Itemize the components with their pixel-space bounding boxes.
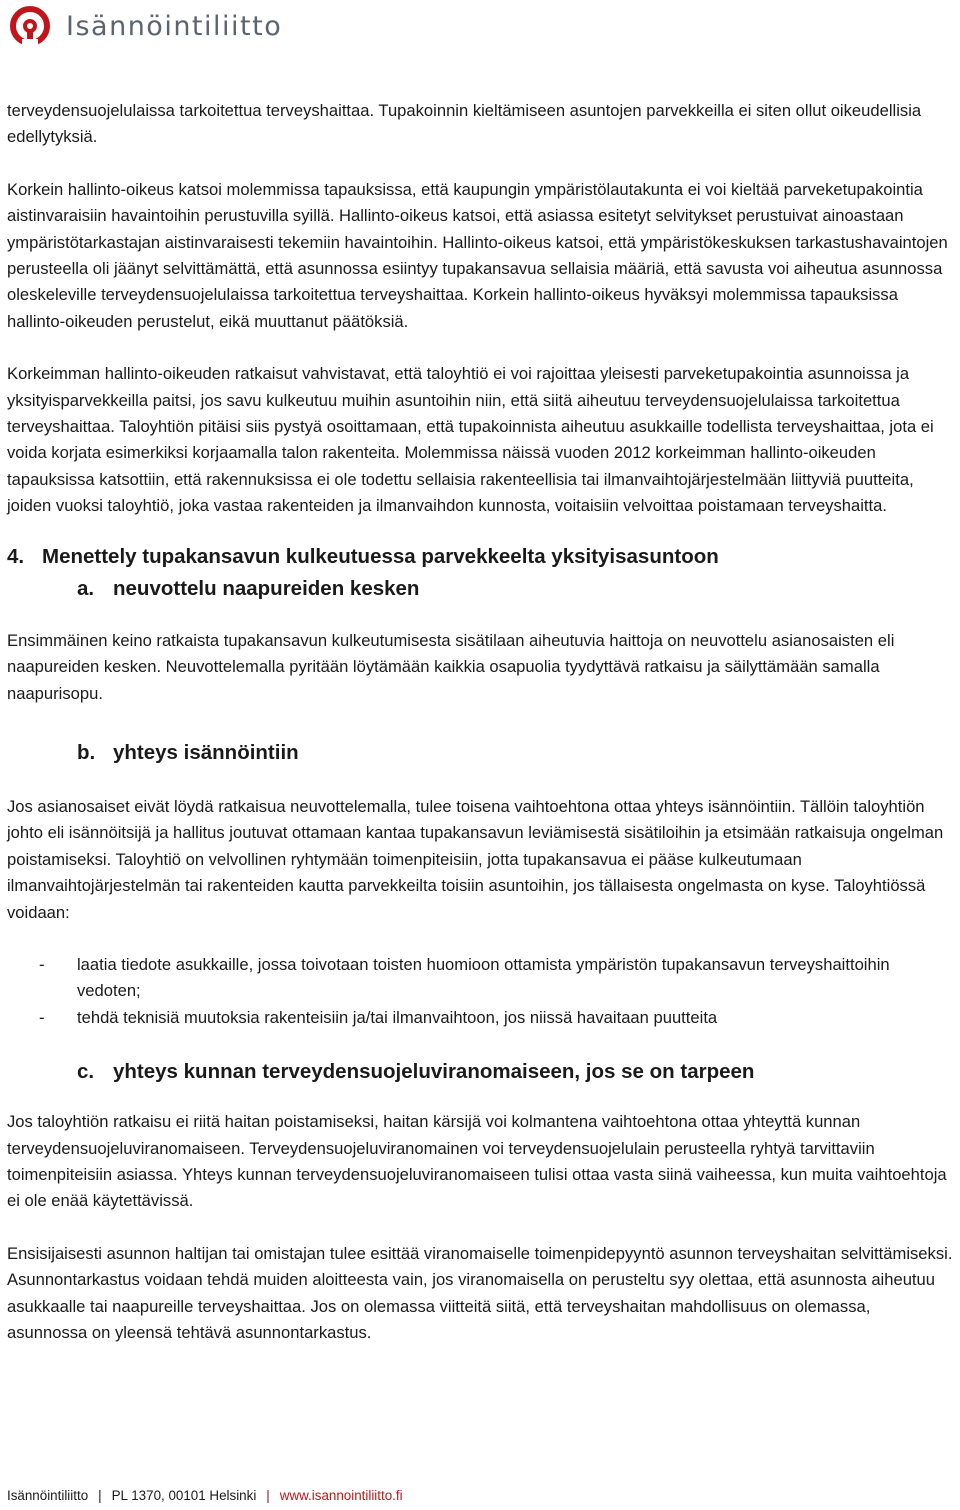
list-item (7, 1005, 955, 1031)
paragraph: Korkein hallinto-oikeus katsoi molemmissa tapauksissa, että kaupungin ympäristölautakunta ei voi kieltää parveketupakointia aistinvaraisiin havaintoihin perustuvilla syillä. Hallinto-oikeus katsoi, että asiassa esitetyt selvitykset perustuivat ainoastaan ympäristötarkastajan aistinvaraisesti tekemiin havaintoihin. Hallinto-oikeus katsoi, että ympäristökeskuksen tarkastushavaintojen perusteella oli jäänyt selvittämättä, että asunnossa esiintyy tupakansavua sellaisia määriä, että savusta voi aiheutua asunnossa oleskeleville terveydensuojelulaissa tarkoitettua terveyshaittaa. Korkein hallinto-oikeus hyväksyi molemmissa tapauksissa hallinto-oikeuden perustelut, eikä muuttanut päätöksiä. (7, 179, 948, 331)
list-item-text: laatia tiedote asukkaille, jossa toivotaan toisten huomioon ottamista ympäristön tupakansavun terveyshaittoihin vedoten; (77, 954, 890, 1001)
section-heading (7, 542, 955, 572)
footer-address: PL 1370, 00101 Helsinki (111, 1488, 257, 1503)
section-title: Menettely tupakansavun kulkeutuessa parvekkeelta yksityisasuntoon (42, 544, 719, 568)
logo-icon (6, 5, 54, 47)
subsection-heading-a (7, 574, 955, 604)
paragraph: Jos asianosaiset eivät löydä ratkaisua neuvottelemalla, tulee toisena vaihtoehtona ottaa yhteys isännöintiin. Tällöin taloyhtiön johto eli isännöitsijä ja hallitus joutuvat ottamaan kantaa tupakansavun leviämisestä sisätiloihin ja etsimään ratkaisuja ongelman poistamiseksi. Taloyhtiö on velvollinen ryhtymään toimenpiteisiin, jotta tupakansavua ei pääse kulkeutumaan ilmanvaihtojärjestelmän tai rakenteiden kautta parvekkeilta toisiin asuntoihin, jos tällaisesta ongelmasta on kyse. Taloyhtiössä voidaan: (7, 796, 944, 922)
page-header (6, 4, 282, 48)
subsection-title: yhteys kunnan terveydensuojeluviranomaiseen, jos se on tarpeen (113, 1060, 755, 1084)
subsection-heading-b (7, 738, 955, 768)
logo-text: Isännöintiliitto (66, 10, 283, 42)
section-number: 4. (7, 544, 25, 568)
footer-separator: | (266, 1488, 270, 1503)
document-body (7, 98, 955, 1346)
subsection-letter: b. (77, 740, 96, 764)
subsection-letter: a. (77, 576, 95, 600)
footer-website-link[interactable]: www.isannointiliitto.fi (279, 1488, 403, 1503)
page-footer (7, 1488, 403, 1503)
list-item (7, 952, 955, 1005)
footer-separator: | (98, 1488, 102, 1503)
paragraph: Jos taloyhtiön ratkaisu ei riitä haitan poistamiseksi, haitan kärsijä voi kolmantena vaihtoehtona ottaa yhteyttä kunnan terveydensuojeluviranomaiseen. Terveydensuojeluviranomainen voi terveydensuojelulain perusteella ryhtyä tarvittaviin toimenpiteisiin asiassa. Yhteys kunnan terveydensuojeluviranomaiseen tulisi ottaa vasta siinä vaiheessa, kun muita vaihtoehtoja ei ole enää käytettävissä. (7, 1112, 947, 1211)
subsection-heading-c (7, 1057, 955, 1087)
list-marker: - (39, 1007, 45, 1027)
subsection-title: neuvottelu naapureiden kesken (113, 576, 420, 600)
paragraph: Ensimmäinen keino ratkaista tupakansavun kulkeutumisesta sisätilaan aiheutuvia haittoja on neuvottelu asianosaisten eli naapureiden kesken. Neuvottelemalla pyritään löytämään kaikkia osapuolia tyydyttävä ratkaisu ja säilyttämään samalla naapurisopu. (7, 630, 895, 703)
bullet-list (7, 952, 955, 1031)
paragraph: terveydensuojelulaissa tarkoitettua terveyshaittaa. Tupakoinnin kieltämiseen asuntojen parvekkeilla ei siten ollut oikeudellisia edellytyksiä. (7, 101, 922, 147)
subsection-letter: c. (77, 1060, 95, 1084)
paragraph: Ensisijaisesti asunnon haltijan tai omistajan tulee esittää viranomaiselle toimenpidepyyntö asunnon terveyshaitan selvittämiseksi. Asunnontarkastus voidaan tehdä muiden aloitteesta vain, jos viranomaisella on perusteltu syy olettaa, että asunnosta aiheutuu asukkaalle tai naapureille terveyshaittaa. Jos on olemassa viitteitä siitä, että terveyshaitan mahdollisuus on olemassa, asunnossa on yleensä tehtävä asunnontarkastus. (7, 1243, 953, 1342)
subsection-title: yhteys isännöintiin (113, 740, 299, 764)
list-marker: - (39, 954, 45, 974)
list-item-text: tehdä teknisiä muutoksia rakenteisiin ja/tai ilmanvaihtoon, jos niissä havaitaan puutteita (77, 1007, 718, 1027)
footer-org: Isännöintiliitto (7, 1488, 89, 1503)
paragraph: Korkeimman hallinto-oikeuden ratkaisut vahvistavat, että taloyhtiö ei voi rajoittaa yleisesti parveketupakointia asunnoissa ja yksityisparvekkeilla paitsi, jos savu kulkeutuu muihin asuntoihin niin, että siitä aiheutuu terveydensuojelulaissa tarkoitettua terveyshaittaa. Taloyhtiön pitäisi siis pystyä osoittamaan, että tupakoinnista aiheutuu asukkaille todellista terveyshaittaa, jota ei voida korjata esimerkiksi korjaamalla talon rakenteita. Molemmissa näissä vuoden 2012 korkeimman hallinto-oikeuden tapauksissa katsottiin, että rakennuksissa ei ole todettu sellaisia rakenteellisia tai ilmanvaihtojärjestelmään liittyviä puutteita, joiden vuoksi taloyhtiö, joka vastaa rakenteiden ja ilmanvaihdon kunnosta, voitaisiin velvoittaa poistamaan terveyshaitta. (7, 364, 934, 516)
